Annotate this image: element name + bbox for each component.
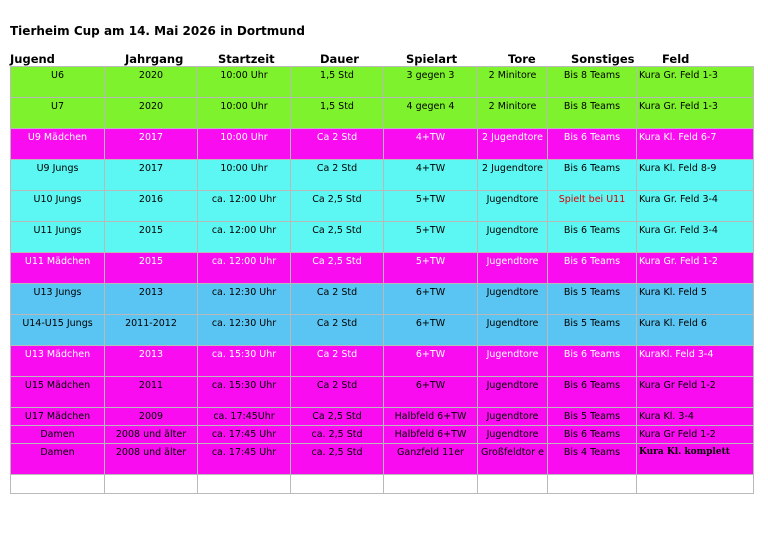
cell-spielart: Halbfeld 6+TW — [384, 426, 478, 444]
cell-jahrgang: 2013 — [105, 346, 198, 377]
cell-jugend: U11 Jungs — [11, 222, 105, 253]
cell-jahrgang: 2020 — [105, 98, 198, 129]
cell-sonstiges: Bis 5 Teams — [548, 315, 637, 346]
cell-startzeit: ca. 15:30 Uhr — [198, 377, 291, 408]
cell-feld: Kura Gr. Feld 1-2 — [637, 253, 754, 284]
cell-dauer: Ca 2 Std — [291, 346, 384, 377]
empty-cell — [478, 475, 548, 494]
cell-sonstiges: Bis 6 Teams — [548, 346, 637, 377]
cell-jugend: U9 Jungs — [11, 160, 105, 191]
cell-feld: Kura Gr Feld 1-2 — [637, 377, 754, 408]
empty-cell — [291, 475, 384, 494]
cell-tore: 2 Minitore — [478, 67, 548, 98]
cell-jugend: Damen — [11, 444, 105, 475]
cell-dauer: 1,5 Std — [291, 67, 384, 98]
cell-tore: 2 Jugendtore — [478, 160, 548, 191]
cell-dauer: Ca 2,5 Std — [291, 253, 384, 284]
cell-dauer: 1,5 Std — [291, 98, 384, 129]
cell-tore: Jugendtore — [478, 253, 548, 284]
document-title: Tierheim Cup am 14. Mai 2026 in Dortmund — [10, 24, 305, 38]
cell-tore: Jugendtore — [478, 346, 548, 377]
cell-startzeit: 10:00 Uhr — [198, 160, 291, 191]
cell-dauer: Ca 2,5 Std — [291, 408, 384, 426]
cell-tore: 2 Minitore — [478, 98, 548, 129]
cell-startzeit: ca. 12:00 Uhr — [198, 191, 291, 222]
cell-dauer: ca. 2,5 Std — [291, 426, 384, 444]
header-tore: Tore — [508, 52, 536, 66]
table-row — [11, 160, 754, 191]
cell-jahrgang: 2013 — [105, 284, 198, 315]
cell-startzeit: ca. 15:30 Uhr — [198, 346, 291, 377]
empty-cell — [11, 475, 105, 494]
cell-sonstiges: Bis 5 Teams — [548, 408, 637, 426]
table-row — [11, 253, 754, 284]
cell-tore: 2 Jugendtore — [478, 129, 548, 160]
cell-dauer: Ca 2,5 Std — [291, 191, 384, 222]
table-row — [11, 346, 754, 377]
table-row — [11, 315, 754, 346]
cell-feld: Kura Kl. Feld 6-7 — [637, 129, 754, 160]
cell-jahrgang: 2008 und älter — [105, 444, 198, 475]
cell-jugend: U10 Jungs — [11, 191, 105, 222]
cell-tore: Jugendtore — [478, 377, 548, 408]
column-headers — [10, 52, 752, 66]
cell-startzeit: 10:00 Uhr — [198, 67, 291, 98]
cell-spielart: 5+TW — [384, 191, 478, 222]
cell-startzeit: ca. 17:45Uhr — [198, 408, 291, 426]
cell-sonstiges: Bis 6 Teams — [548, 129, 637, 160]
cell-dauer: Ca 2 Std — [291, 129, 384, 160]
cell-jugend: U11 Mädchen — [11, 253, 105, 284]
empty-cell — [105, 475, 198, 494]
header-feld: Feld — [662, 52, 690, 66]
cell-spielart: 6+TW — [384, 315, 478, 346]
cell-jugend: U9 Mädchen — [11, 129, 105, 160]
cell-feld: Kura Gr. Feld 1-3 — [637, 98, 754, 129]
table-row — [11, 98, 754, 129]
cell-jahrgang: 2009 — [105, 408, 198, 426]
cell-tore: Großfeldtor e — [478, 444, 548, 475]
empty-cell — [384, 475, 478, 494]
cell-jahrgang: 2008 und älter — [105, 426, 198, 444]
cell-sonstiges: Bis 4 Teams — [548, 444, 637, 475]
table-row — [11, 191, 754, 222]
cell-jugend: Damen — [11, 426, 105, 444]
cell-dauer: Ca 2 Std — [291, 315, 384, 346]
empty-cell — [198, 475, 291, 494]
cell-spielart: 6+TW — [384, 346, 478, 377]
cell-jugend: U7 — [11, 98, 105, 129]
schedule-table — [10, 66, 754, 494]
cell-startzeit: 10:00 Uhr — [198, 129, 291, 160]
header-spielart: Spielart — [406, 52, 458, 66]
cell-tore: Jugendtore — [478, 284, 548, 315]
cell-tore: Jugendtore — [478, 222, 548, 253]
table-row — [11, 284, 754, 315]
cell-startzeit: ca. 12:30 Uhr — [198, 315, 291, 346]
table-row — [11, 377, 754, 408]
cell-tore: Jugendtore — [478, 315, 548, 346]
header-dauer: Dauer — [320, 52, 359, 66]
cell-startzeit: 10:00 Uhr — [198, 98, 291, 129]
cell-dauer: Ca 2,5 Std — [291, 222, 384, 253]
cell-spielart: 4+TW — [384, 160, 478, 191]
cell-sonstiges: Bis 8 Teams — [548, 98, 637, 129]
cell-jahrgang: 2020 — [105, 67, 198, 98]
cell-jahrgang: 2015 — [105, 222, 198, 253]
cell-feld: Kura Gr. Feld 3-4 — [637, 222, 754, 253]
cell-sonstiges: Bis 6 Teams — [548, 222, 637, 253]
cell-jahrgang: 2016 — [105, 191, 198, 222]
cell-spielart: Ganzfeld 11er — [384, 444, 478, 475]
cell-feld: Kura Kl. 3-4 — [637, 408, 754, 426]
cell-jahrgang: 2011-2012 — [105, 315, 198, 346]
cell-feld: Kura Gr. Feld 1-3 — [637, 67, 754, 98]
cell-spielart: 5+TW — [384, 222, 478, 253]
cell-spielart: 6+TW — [384, 377, 478, 408]
cell-dauer: Ca 2 Std — [291, 160, 384, 191]
table-row — [11, 67, 754, 98]
cell-startzeit: ca. 17:45 Uhr — [198, 444, 291, 475]
cell-jugend: U15 Mädchen — [11, 377, 105, 408]
cell-dauer: ca. 2,5 Std — [291, 444, 384, 475]
header-startzeit: Startzeit — [218, 52, 275, 66]
cell-feld: Kura Kl. Feld 6 — [637, 315, 754, 346]
header-sonstiges: Sonstiges — [571, 52, 635, 66]
table-row — [11, 129, 754, 160]
cell-spielart: 6+TW — [384, 284, 478, 315]
cell-jugend: U13 Jungs — [11, 284, 105, 315]
cell-dauer: Ca 2 Std — [291, 377, 384, 408]
cell-sonstiges: Bis 6 Teams — [548, 377, 637, 408]
cell-jahrgang: 2017 — [105, 160, 198, 191]
cell-sonstiges: Bis 6 Teams — [548, 160, 637, 191]
cell-spielart: 5+TW — [384, 253, 478, 284]
cell-feld: Kura Gr Feld 1-2 — [637, 426, 754, 444]
cell-spielart: 4 gegen 4 — [384, 98, 478, 129]
cell-spielart: Halbfeld 6+TW — [384, 408, 478, 426]
cell-jugend: U17 Mädchen — [11, 408, 105, 426]
empty-cell — [548, 475, 637, 494]
cell-jahrgang: 2017 — [105, 129, 198, 160]
header-jugend: Jugend — [10, 52, 55, 66]
cell-feld: Kura Kl. Feld 8-9 — [637, 160, 754, 191]
cell-sonstiges: Bis 8 Teams — [548, 67, 637, 98]
cell-jugend: U6 — [11, 67, 105, 98]
cell-startzeit: ca. 12:30 Uhr — [198, 284, 291, 315]
cell-startzeit: ca. 12:00 Uhr — [198, 222, 291, 253]
cell-spielart: 4+TW — [384, 129, 478, 160]
cell-feld: Kura Gr. Feld 3-4 — [637, 191, 754, 222]
table-row — [11, 222, 754, 253]
cell-sonstiges: Bis 6 Teams — [548, 426, 637, 444]
cell-sonstiges: Bis 5 Teams — [548, 284, 637, 315]
cell-jahrgang: 2011 — [105, 377, 198, 408]
cell-tore: Jugendtore — [478, 408, 548, 426]
cell-sonstiges: Spielt bei U11 — [548, 191, 637, 222]
cell-startzeit: ca. 17:45 Uhr — [198, 426, 291, 444]
cell-spielart: 3 gegen 3 — [384, 67, 478, 98]
table-row — [11, 444, 754, 475]
empty-cell — [637, 475, 754, 494]
cell-startzeit: ca. 12:00 Uhr — [198, 253, 291, 284]
cell-feld: Kura Kl. komplett — [637, 444, 754, 475]
cell-dauer: Ca 2 Std — [291, 284, 384, 315]
cell-feld: Kura Kl. Feld 5 — [637, 284, 754, 315]
cell-jugend: U13 Mädchen — [11, 346, 105, 377]
header-jahrgang: Jahrgang — [125, 52, 184, 66]
table-row — [11, 408, 754, 426]
table-row-empty — [11, 475, 754, 494]
cell-feld: KuraKl. Feld 3-4 — [637, 346, 754, 377]
cell-jugend: U14-U15 Jungs — [11, 315, 105, 346]
cell-jahrgang: 2015 — [105, 253, 198, 284]
cell-sonstiges: Bis 6 Teams — [548, 253, 637, 284]
cell-tore: Jugendtore — [478, 426, 548, 444]
cell-tore: Jugendtore — [478, 191, 548, 222]
table-row — [11, 426, 754, 444]
